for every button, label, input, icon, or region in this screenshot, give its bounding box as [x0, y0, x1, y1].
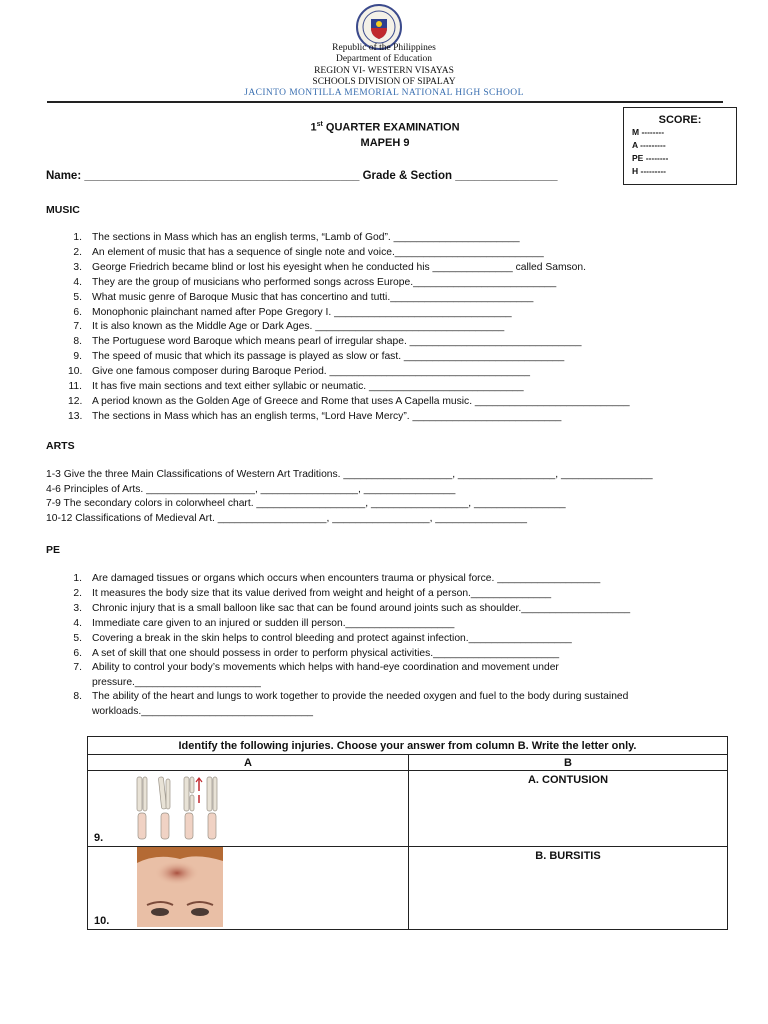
- header-divider: [47, 101, 723, 103]
- header-division: SCHOOLS DIVISION OF SIPALAY: [312, 77, 456, 87]
- music-item: 12. A period known as the Golden Age of Greece and Rome that uses A Capella music. ___________________________: [68, 395, 630, 407]
- table-row: [88, 771, 728, 847]
- table-caption: Identify the following injuries. Choose your answer from column B. Write the letter only.: [88, 737, 728, 755]
- exam-subject: MAPEH 9: [360, 137, 410, 149]
- pe-item: 8. The ability of the heart and lungs to work together to provide the needed oxygen and fuel to the body during sustained workloads.______________________________: [73, 691, 629, 717]
- bruised-forehead-image: [137, 847, 223, 927]
- pe-heading: PE: [46, 544, 61, 556]
- name-field[interactable]: ___________________________________________: [84, 170, 360, 182]
- music-item: 5. What music genre of Baroque Music that has concertino and tutti._________________________: [73, 291, 534, 303]
- pe-item: 3. Chronic injury that is a small balloon like sac that can be found around joints such as shoulder.___________________: [73, 602, 631, 614]
- music-item: 9. The speed of music that which its passage is played as slow or fast. ____________________________: [73, 351, 565, 363]
- arts-line: 1-3 Give the three Main Classifications of Western Art Traditions. ___________________, _________________, ________________: [46, 469, 653, 480]
- grade-section-field[interactable]: ________________: [455, 170, 558, 182]
- score-row-h: H ---------: [632, 166, 666, 176]
- name-row: [46, 170, 558, 182]
- row-10-image-cell: [88, 847, 409, 930]
- score-row-m: M --------: [632, 127, 665, 137]
- header-republic: Republic of the Philippines: [332, 43, 436, 53]
- table-row: [88, 847, 728, 930]
- arts-line: 7-9 The secondary colors in colorwheel chart. ___________________, _________________, ________________: [46, 498, 566, 509]
- score-row-a: A ---------: [632, 140, 666, 150]
- music-list: [46, 231, 746, 425]
- music-item: 11. It has five main sections and text either syllabic or neumatic. ___________________________: [68, 381, 524, 393]
- pe-item: 5. Covering a break in the skin helps to control bleeding and protect against infection.__________________: [73, 632, 572, 644]
- score-title: SCORE:: [658, 114, 702, 126]
- music-item: 4. They are the group of musicians who performed songs across Europe._________________________: [73, 276, 557, 288]
- arts-line: 10-12 Classifications of Medieval Art. ___________________, _________________, ________________: [46, 513, 527, 524]
- column-a-header: A: [88, 755, 409, 771]
- music-item: 13. The sections in Mass which has an english terms, “Lord Have Mercy”. __________________________: [68, 410, 562, 422]
- header-school: JACINTO MONTILLA MEMORIAL NATIONAL HIGH SCHOOL: [244, 88, 524, 98]
- header-department: Department of Education: [335, 54, 433, 64]
- column-b-header: B: [409, 755, 728, 771]
- music-item: 1. The sections in Mass which has an english terms, “Lamb of God”. ______________________: [73, 232, 520, 243]
- music-item: 8. The Portuguese word Baroque which means pearl of irregular shape. ______________________________: [73, 336, 582, 348]
- answer-a: A. CONTUSION: [409, 771, 728, 847]
- pe-item: 4. Immediate care given to an injured or sudden ill person.___________________: [73, 617, 455, 629]
- pe-item: 1. Are damaged tissues or organs which occurs when encounters trauma or physical force. __________________: [73, 573, 601, 584]
- music-item: 6. Monophonic plainchant named after Pope Gregory I. _______________________________: [73, 306, 512, 318]
- score-box: [623, 107, 737, 185]
- row-number: 10.: [94, 915, 110, 927]
- pe-item: 2. It measures the body size that its value derived from weight and height of a person.______________: [73, 587, 552, 599]
- pe-item: 6. A set of skill that one should possess in order to perform physical activities.______________________: [73, 647, 560, 659]
- score-row-pe: PE --------: [632, 153, 669, 163]
- arts-heading: ARTS: [46, 440, 75, 452]
- row-number: 9.: [94, 832, 104, 844]
- music-item: 2. An element of music that has a sequence of single note and voice.__________________________: [73, 246, 544, 258]
- arts-line: 4-6 Principles of Arts. ___________________, _________________, ________________: [46, 484, 456, 495]
- answer-b: B. BURSITIS: [409, 847, 728, 930]
- music-item: 3. George Friedrich became blind or lost his eyesight when he conducted his ______________ called Samson.: [73, 261, 586, 273]
- pe-item: 7. Ability to control your body’s movements which helps with hand-eye coordination and movement under pressure.______________________: [73, 662, 559, 688]
- arm-bones-image: [133, 773, 225, 843]
- name-label: Name:: [46, 170, 85, 182]
- music-heading: MUSIC: [46, 204, 80, 216]
- music-item: 7. It is also known as the Middle Age or Dark Ages. _________________________________: [73, 321, 505, 333]
- music-item: 10. Give one famous composer during Baroque Period. ___________________________________: [68, 366, 530, 378]
- exam-title: 1st QUARTER EXAMINATION: [310, 121, 460, 134]
- grade-section-label: Grade & Section: [359, 170, 456, 182]
- pe-list: [46, 572, 726, 719]
- row-9-image-cell: [88, 771, 409, 847]
- header-region: REGION VI- WESTERN VISAYAS: [314, 66, 454, 76]
- injury-table: [87, 736, 728, 930]
